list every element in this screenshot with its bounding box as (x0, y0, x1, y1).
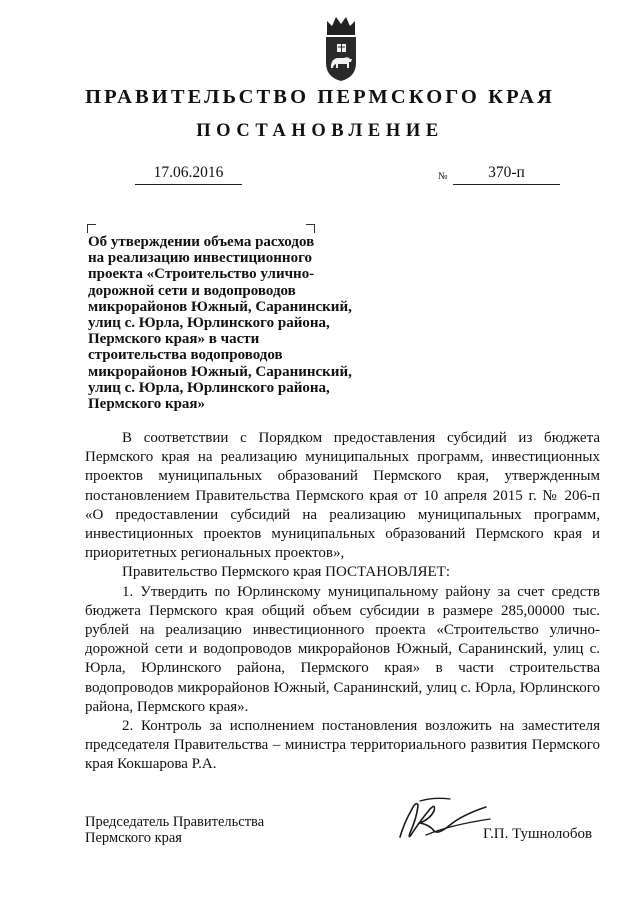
coat-of-arms-icon (322, 15, 360, 83)
document-number: 370-п (453, 164, 560, 185)
subject-line: улиц с. Юрла, Юрлинского района, (88, 315, 330, 332)
subject-bracket-left (87, 224, 96, 233)
subject-line: Пермского края» (88, 396, 206, 413)
subject-line: дорожной сети и водопроводов (88, 282, 296, 299)
subject-line: строительства водопроводов (88, 347, 283, 364)
document-type: ПОСТАНОВЛЕНИЕ (196, 121, 444, 141)
clause-2-paragraph: 2. Контроль за исполнением постановления возложить на заместителя председателя Правительства – министра территориального развития Пермского края Кокшарова Р.А. (85, 718, 600, 773)
subject-line: на реализацию инвестиционного (88, 250, 313, 267)
position-line: Пермского края (85, 830, 182, 846)
clause-1-paragraph: 1. Утвердить по Юрлинскому муниципальному району за счет средств бюджета Пермского края общий объем субсидии в размере 285,00000 тыс. рублей на реализацию инвестиционного проекта «Строительство улично-дорожной сети и водопроводов микрорайонов Южный, Саранинский, улиц с. Юрла, Юрлинского района, Пермского края» в части строительства водопроводов микрорайонов Южный, Саранинский, улиц с. Юрла, Юрлинского района, Пермского края». (85, 583, 600, 715)
subject-line: микрорайонов Южный, Саранинский, (88, 298, 352, 315)
preamble-paragraph: В соответствии с Порядком предоставления субсидий из бюджета Пермского края на реализацию муниципальных программ, инвестиционных проектов муниципальных образований Пермского края, утвержденным постановлением Правительства Пермского края от 10 апреля 2015 г. № 206-п «О предоставлении субсидий на реализацию муниципальных программ, инвестиционных проектов муниципальных образований Пермского края и приоритетных региональных проектов», (85, 430, 600, 562)
signatory-position (85, 814, 264, 846)
signatory-name: Г.П. Тушнолобов (483, 826, 593, 842)
organization-title: ПРАВИТЕЛЬСТВО ПЕРМСКОГО КРАЯ (85, 86, 555, 108)
document-date: 17.06.2016 (135, 164, 242, 185)
subject-line: улиц с. Юрла, Юрлинского района, (88, 379, 330, 396)
subject-line: проекта «Строительство улично- (88, 266, 315, 283)
document-body (85, 429, 600, 775)
document-subject (88, 234, 378, 412)
position-line: Председатель Правительства (85, 814, 265, 830)
resolves-paragraph: Правительство Пермского края ПОСТАНОВЛЯЕТ: (122, 564, 451, 581)
subject-bracket-right (306, 224, 315, 233)
subject-line: Пермского края» в части (88, 331, 260, 348)
subject-line: микрорайонов Южный, Саранинский, (88, 363, 352, 380)
subject-line: Об утверждении объема расходов (88, 234, 315, 250)
number-label: № (438, 171, 448, 182)
